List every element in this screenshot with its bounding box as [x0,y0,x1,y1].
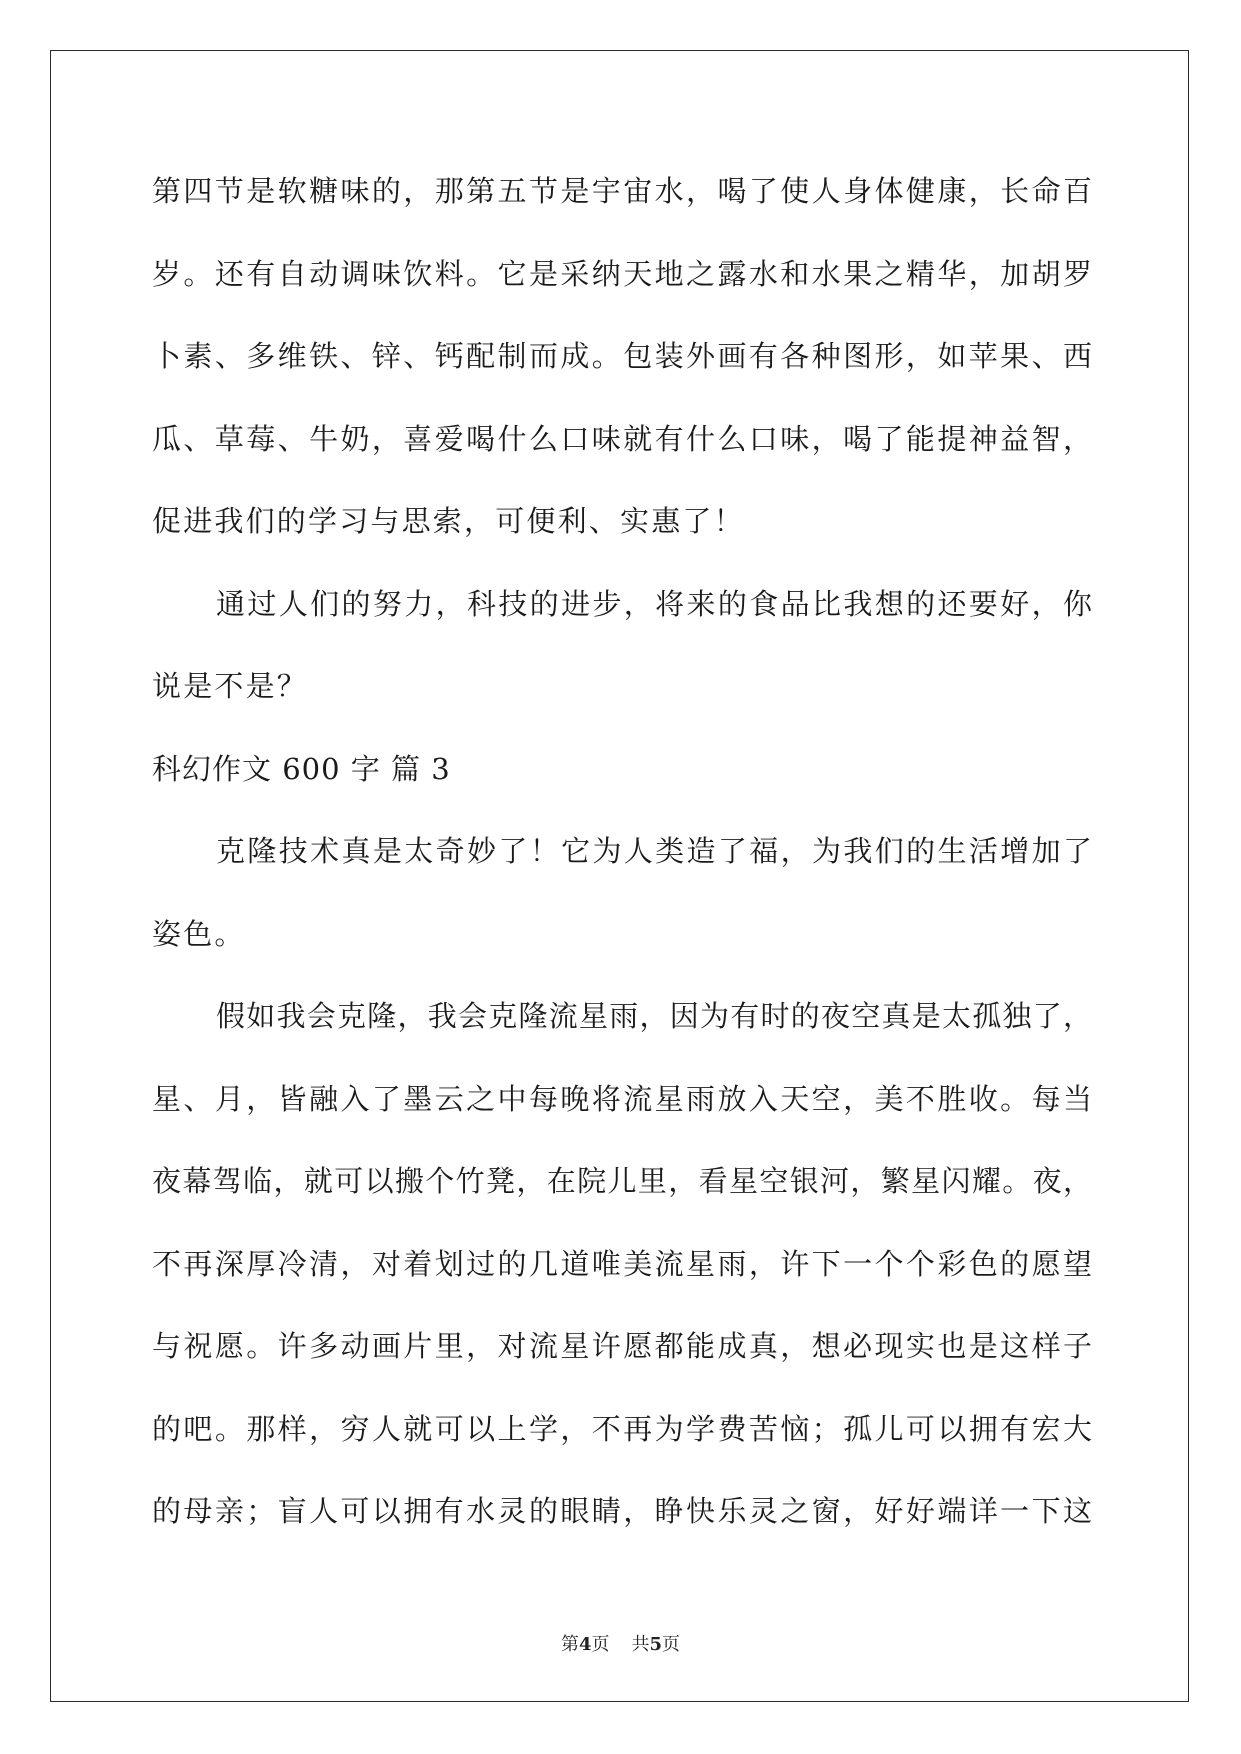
text-line: 的吧。那样，穷人就可以上学，不再为学费苦恼；孤儿可以拥有宏大 [152,1411,1092,1446]
text-line: 促进我们的学习与思索，可便利、实惠了！ [152,504,745,538]
total-pages-number: 5 [649,1634,663,1655]
text-line: 与祝愿。许多动画片里，对流星许愿都能成真，想必现实也是这样子 [152,1329,1092,1363]
page-number-suffix: 页 [591,1634,610,1655]
section-heading: 科幻作文 600 字 篇 3 [152,751,451,786]
current-page-number: 4 [578,1634,592,1655]
text-line: 克隆技术真是太奇妙了！它为人类造了福，为我们的生活增加了 [216,834,1092,868]
text-line: 第四节是软糖味的，那第五节是宇宙水，喝了使人身体健康，长命百 [152,174,1092,208]
text-line: 假如我会克隆，我会克隆流星雨，因为有时的夜空真是太孤独了， [216,999,1092,1033]
text-line: 卜素、多维铁、锌、钙配制而成。包装外画有各种图形，如苹果、西 [152,339,1092,373]
text-line: 岁。还有自动调味饮料。它是采纳天地之露水和水果之精华，加胡罗 [152,256,1092,291]
text-line: 姿色。 [152,916,246,951]
total-pages-suffix: 页 [662,1634,681,1655]
text-line: 通过人们的努力，科技的进步，将来的食品比我想的还要好，你 [216,586,1092,621]
total-pages-prefix: 共 [631,1634,650,1655]
text-line: 说是不是？ [152,669,309,703]
text-line: 不再深厚冷清，对着划过的几道唯美流星雨，许下一个个彩色的愿望 [152,1246,1092,1281]
text-line: 星、月，皆融入了墨云之中每晚将流星雨放入天空，美不胜收。每当 [152,1081,1092,1116]
page-footer [0,1630,1241,1656]
text-line: 瓜、草莓、牛奶，喜爱喝什么口味就有什么口味，喝了能提神益智， [152,421,1092,456]
text-line: 的母亲；盲人可以拥有水灵的眼睛，睁快乐灵之窗，好好端详一下这 [152,1494,1092,1528]
page-number-prefix: 第 [560,1634,579,1655]
document-body [152,150,1092,1553]
text-line: 夜幕驾临，就可以搬个竹凳，在院儿里，看星空银河，繁星闪耀。夜， [152,1164,1092,1198]
